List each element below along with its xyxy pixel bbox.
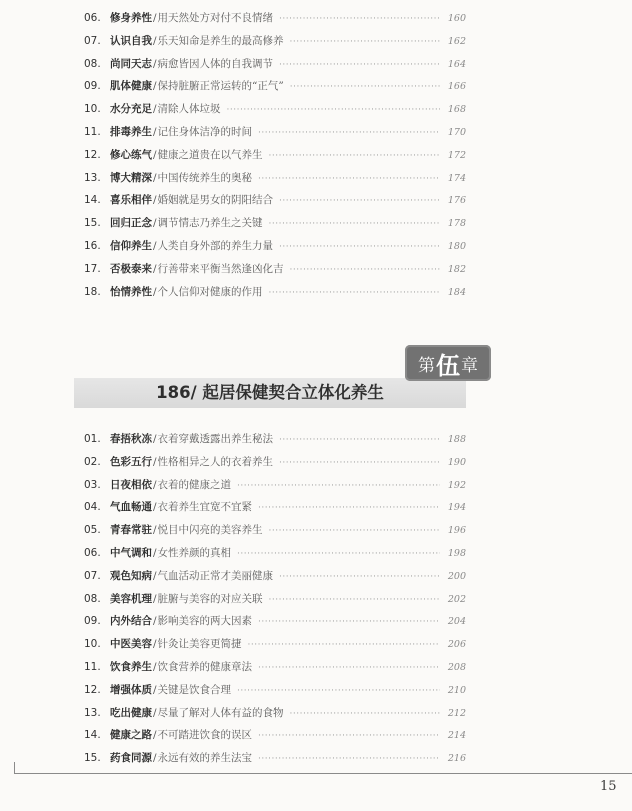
toc-entry-number: 17. <box>84 262 101 275</box>
toc-entry-number: 10. <box>84 638 101 651</box>
toc-entry-number: 13. <box>84 706 101 719</box>
toc-entry-subtitle: 衣着穿戴透露出养生秘法 <box>157 433 274 445</box>
toc-entry-number: 10. <box>84 103 101 116</box>
dot-leader <box>279 236 440 259</box>
dot-leader <box>269 520 440 543</box>
toc-entry-number: 06. <box>84 546 101 559</box>
toc-separator: / <box>153 285 157 298</box>
dot-leader <box>279 429 440 452</box>
toc-entry[interactable] <box>84 474 466 497</box>
toc-separator: / <box>153 638 157 651</box>
dot-leader <box>258 168 440 191</box>
dot-leader <box>279 8 440 31</box>
toc-entry[interactable] <box>84 633 466 656</box>
toc-entry-page: 210 <box>447 684 466 696</box>
toc-entry-page: 174 <box>447 172 466 184</box>
page-number: 15 <box>600 779 617 794</box>
toc-entry-number: 03. <box>84 478 101 491</box>
toc-entry-page: 176 <box>447 195 466 207</box>
toc-entry-title: 回归正念 <box>110 217 152 230</box>
toc-entry-page: 182 <box>447 263 466 275</box>
dot-leader <box>290 31 440 54</box>
toc-entry-subtitle: 悦目中闪亮的美容养生 <box>157 524 263 537</box>
toc-separator: / <box>153 706 157 719</box>
toc-entry-subtitle: 人类自身外部的养生力量 <box>157 239 274 252</box>
toc-entry-number: 11. <box>84 125 101 138</box>
toc-entry-subtitle: 永远有效的养生法宝 <box>157 752 253 765</box>
toc-entry-title: 增强体质 <box>110 683 152 696</box>
dot-leader <box>258 611 440 634</box>
toc-entry-page: 160 <box>447 13 466 24</box>
dot-leader <box>279 566 440 589</box>
toc-entry-number: 07. <box>84 34 101 47</box>
dot-leader <box>269 282 440 305</box>
toc-entry-title: 色彩五行 <box>110 455 152 468</box>
toc-entry-title: 喜乐相伴 <box>110 194 152 207</box>
toc-entry-page: 214 <box>447 730 466 742</box>
toc-entry-page: 204 <box>447 616 466 628</box>
toc-entry-number: 02. <box>84 455 101 468</box>
toc-entry-subtitle: 婚姻就是男女的阴阳结合 <box>157 194 274 207</box>
toc-separator: / <box>153 125 157 138</box>
toc-entry-subtitle: 性格相异之人的衣着养生 <box>157 455 274 468</box>
toc-entry-number: 16. <box>84 239 101 252</box>
toc-entry-title: 认识自我 <box>110 34 152 47</box>
dot-leader <box>258 122 440 145</box>
dot-leader <box>269 145 440 168</box>
toc-entry-page: 168 <box>447 104 466 116</box>
dot-leader <box>290 76 440 99</box>
toc-entry-number: 08. <box>84 57 101 70</box>
toc-entry[interactable] <box>84 542 466 565</box>
toc-entry-subtitle: 脏腑与美容的对应关联 <box>157 592 263 605</box>
toc-separator: / <box>153 615 157 628</box>
dot-leader <box>279 452 440 475</box>
toc-entry-page: 190 <box>447 456 466 468</box>
toc-entry[interactable] <box>84 258 466 281</box>
toc-entry-subtitle: 保持脏腑正常运转的“正气” <box>157 80 284 93</box>
toc-entry-number: 14. <box>84 729 101 742</box>
toc-entry-number: 14. <box>84 194 101 207</box>
toc-entry-title: 内外结合 <box>110 615 152 628</box>
toc-entry[interactable] <box>84 189 466 212</box>
toc-entry-number: 11. <box>84 660 101 673</box>
toc-entry-title: 水分充足 <box>110 103 152 116</box>
toc-entry-title: 肌体健康 <box>110 80 152 93</box>
footer-rule <box>14 773 632 774</box>
toc-entry[interactable] <box>84 53 466 76</box>
toc-entry-title: 尚同天志 <box>110 57 152 70</box>
toc-entry-title: 饮食养生 <box>110 660 152 673</box>
toc-entry-subtitle: 饮食营养的健康章法 <box>157 660 253 673</box>
toc-entry-page: 216 <box>447 753 466 765</box>
toc-entry-subtitle: 中国传统养生的奥秘 <box>157 171 253 184</box>
toc-separator: / <box>153 194 157 207</box>
toc-entry-subtitle: 用天然处方对付不良情绪 <box>157 12 274 24</box>
toc-entry-title: 健康之路 <box>110 729 152 742</box>
toc-separator: / <box>153 239 157 252</box>
toc-entry-title: 日夜相依 <box>110 478 152 491</box>
toc-entry-page: 206 <box>447 639 466 651</box>
toc-entry-title: 修心练气 <box>110 148 152 161</box>
toc-entry-title: 排毒养生 <box>110 125 152 138</box>
dot-leader <box>258 497 440 520</box>
dot-leader <box>237 680 440 703</box>
toc-separator: / <box>153 683 157 696</box>
chapter-heading[interactable]: 186/ 起居保健契合立体化养生 <box>74 378 466 408</box>
toc-entry-title: 美容机理 <box>110 592 152 605</box>
toc-entry-number: 01. <box>84 433 101 445</box>
toc-entry-page: 196 <box>447 525 466 537</box>
toc-separator: / <box>153 103 157 116</box>
toc-entry-number: 13. <box>84 171 101 184</box>
toc-separator: / <box>153 57 157 70</box>
toc-entry-title: 药食同源 <box>110 752 152 765</box>
toc-entry[interactable] <box>84 656 466 679</box>
toc-separator: / <box>153 729 157 742</box>
toc-entry-page: 170 <box>447 126 466 138</box>
dot-leader <box>227 99 440 122</box>
toc-entry-page: 180 <box>447 240 466 252</box>
toc-entry-subtitle: 个人信仰对健康的作用 <box>157 285 263 298</box>
toc-separator: / <box>153 660 157 673</box>
dot-leader <box>237 543 440 566</box>
dot-leader <box>237 475 440 498</box>
toc-entry-page: 178 <box>447 218 466 230</box>
toc-entry-subtitle: 衣着的健康之道 <box>157 478 232 491</box>
toc-entry-number: 07. <box>84 569 101 582</box>
toc-entry-number: 09. <box>84 80 101 93</box>
toc-entry[interactable] <box>84 679 466 702</box>
toc-entry-title: 中气调和 <box>110 546 152 559</box>
toc-entry[interactable] <box>84 428 466 451</box>
toc-separator: / <box>153 478 157 491</box>
toc-entry[interactable] <box>84 519 466 542</box>
toc-entry[interactable] <box>84 30 466 53</box>
toc-separator: / <box>153 546 157 559</box>
toc-entry[interactable] <box>84 212 466 235</box>
toc-entry-number: 12. <box>84 148 101 161</box>
toc-entry-title: 吃出健康 <box>110 706 152 719</box>
toc-entry-number: 05. <box>84 524 101 537</box>
chapter-tag-prefix: 第 <box>418 355 435 376</box>
toc-entry[interactable] <box>84 235 466 258</box>
toc-entry-title: 青春常驻 <box>110 524 152 537</box>
toc-entry-subtitle: 调节情志乃养生之关键 <box>157 217 263 230</box>
dot-leader <box>269 213 440 236</box>
toc-entry[interactable] <box>84 565 466 588</box>
toc-separator: / <box>153 12 157 24</box>
toc-list-chapter-4 <box>84 7 466 303</box>
toc-entry-page: 198 <box>447 547 466 559</box>
dot-leader <box>279 190 440 213</box>
toc-entry-subtitle: 尽量了解对人体有益的食物 <box>157 706 284 719</box>
toc-entry-page: 208 <box>447 661 466 673</box>
toc-entry-subtitle: 不可踏进饮食的误区 <box>157 729 253 742</box>
toc-entry-number: 15. <box>84 217 101 230</box>
toc-separator: / <box>153 80 157 93</box>
toc-entry-number: 06. <box>84 12 101 24</box>
toc-entry-page: 164 <box>447 58 466 70</box>
toc-entry-number: 09. <box>84 615 101 628</box>
toc-separator: / <box>153 148 157 161</box>
toc-entry-title: 气血畅通 <box>110 501 152 514</box>
toc-entry-title: 春捂秋冻 <box>110 433 152 445</box>
toc-entry[interactable] <box>84 75 466 98</box>
toc-entry-subtitle: 女性养颜的真相 <box>157 546 232 559</box>
toc-entry-page: 202 <box>447 593 466 605</box>
toc-entry-page: 192 <box>447 479 466 491</box>
toc-entry[interactable] <box>84 7 466 30</box>
toc-separator: / <box>153 569 157 582</box>
toc-entry-subtitle: 衣着养生宜宽不宜紧 <box>157 501 253 514</box>
dot-leader <box>290 703 440 726</box>
toc-separator: / <box>153 171 157 184</box>
toc-entry-page: 200 <box>447 570 466 582</box>
toc-entry-number: 15. <box>84 752 101 765</box>
toc-entry[interactable] <box>84 702 466 725</box>
toc-entry[interactable] <box>84 121 466 144</box>
toc-entry-subtitle: 乐天知命是养生的最高修养 <box>157 34 284 47</box>
toc-separator: / <box>153 501 157 514</box>
toc-entry-subtitle: 针灸让美容更简捷 <box>157 638 242 651</box>
toc-entry-subtitle: 健康之道贵在以气养生 <box>157 148 263 161</box>
toc-entry-number: 08. <box>84 592 101 605</box>
toc-entry-number: 18. <box>84 285 101 298</box>
toc-entry[interactable] <box>84 98 466 121</box>
chapter-tag <box>405 345 491 381</box>
toc-entry[interactable] <box>84 451 466 474</box>
toc-entry[interactable] <box>84 167 466 190</box>
toc-separator: / <box>153 262 157 275</box>
toc-entry-title: 中医美容 <box>110 638 152 651</box>
toc-entry[interactable] <box>84 496 466 519</box>
toc-separator: / <box>153 433 157 445</box>
toc-entry-title: 观色知病 <box>110 569 152 582</box>
toc-entry-page: 184 <box>447 286 466 298</box>
dot-leader <box>290 259 440 282</box>
toc-entry-subtitle: 记住身体洁净的时间 <box>157 125 253 138</box>
dot-leader <box>258 725 440 748</box>
toc-entry-page: 172 <box>447 149 466 161</box>
toc-entry-number: 04. <box>84 501 101 514</box>
toc-entry-page: 212 <box>447 707 466 719</box>
chapter-tag-suffix: 章 <box>461 355 478 376</box>
toc-entry[interactable] <box>84 144 466 167</box>
toc-entry-subtitle: 清除人体垃圾 <box>157 103 221 116</box>
toc-entry[interactable] <box>84 724 466 747</box>
toc-entry-title: 否极泰来 <box>110 262 152 275</box>
toc-separator: / <box>153 455 157 468</box>
toc-separator: / <box>153 752 157 765</box>
toc-entry-page: 188 <box>447 434 466 445</box>
toc-entry-title: 怡情养性 <box>110 285 152 298</box>
dot-leader <box>248 634 440 657</box>
toc-separator: / <box>153 217 157 230</box>
toc-entry-page: 162 <box>447 35 466 47</box>
toc-entry-page: 166 <box>447 81 466 93</box>
toc-entry-subtitle: 关键是饮食合理 <box>157 683 232 696</box>
toc-entry[interactable] <box>84 588 466 611</box>
toc-entry[interactable] <box>84 747 466 770</box>
dot-leader <box>258 657 440 680</box>
toc-entry-subtitle: 病愈皆因人体的自我调节 <box>157 57 274 70</box>
toc-entry-title: 信仰养生 <box>110 239 152 252</box>
toc-entry-number: 12. <box>84 683 101 696</box>
toc-list-chapter-5 <box>84 428 466 770</box>
toc-entry[interactable] <box>84 610 466 633</box>
toc-separator: / <box>153 524 157 537</box>
toc-entry-subtitle: 影响美容的两大因素 <box>157 615 253 628</box>
toc-entry[interactable] <box>84 281 466 304</box>
toc-entry-subtitle: 气血活动正常才美丽健康 <box>157 569 274 582</box>
dot-leader <box>258 748 440 771</box>
toc-entry-title: 博大精深 <box>110 171 152 184</box>
dot-leader <box>279 54 440 77</box>
toc-entry-page: 194 <box>447 502 466 514</box>
toc-separator: / <box>153 592 157 605</box>
chapter-tag-number: 伍 <box>436 350 460 380</box>
toc-entry-title: 修身养性 <box>110 12 152 24</box>
toc-separator: / <box>153 34 157 47</box>
dot-leader <box>269 589 440 612</box>
toc-entry-subtitle: 行善带来平衡当然逢凶化吉 <box>157 262 284 275</box>
